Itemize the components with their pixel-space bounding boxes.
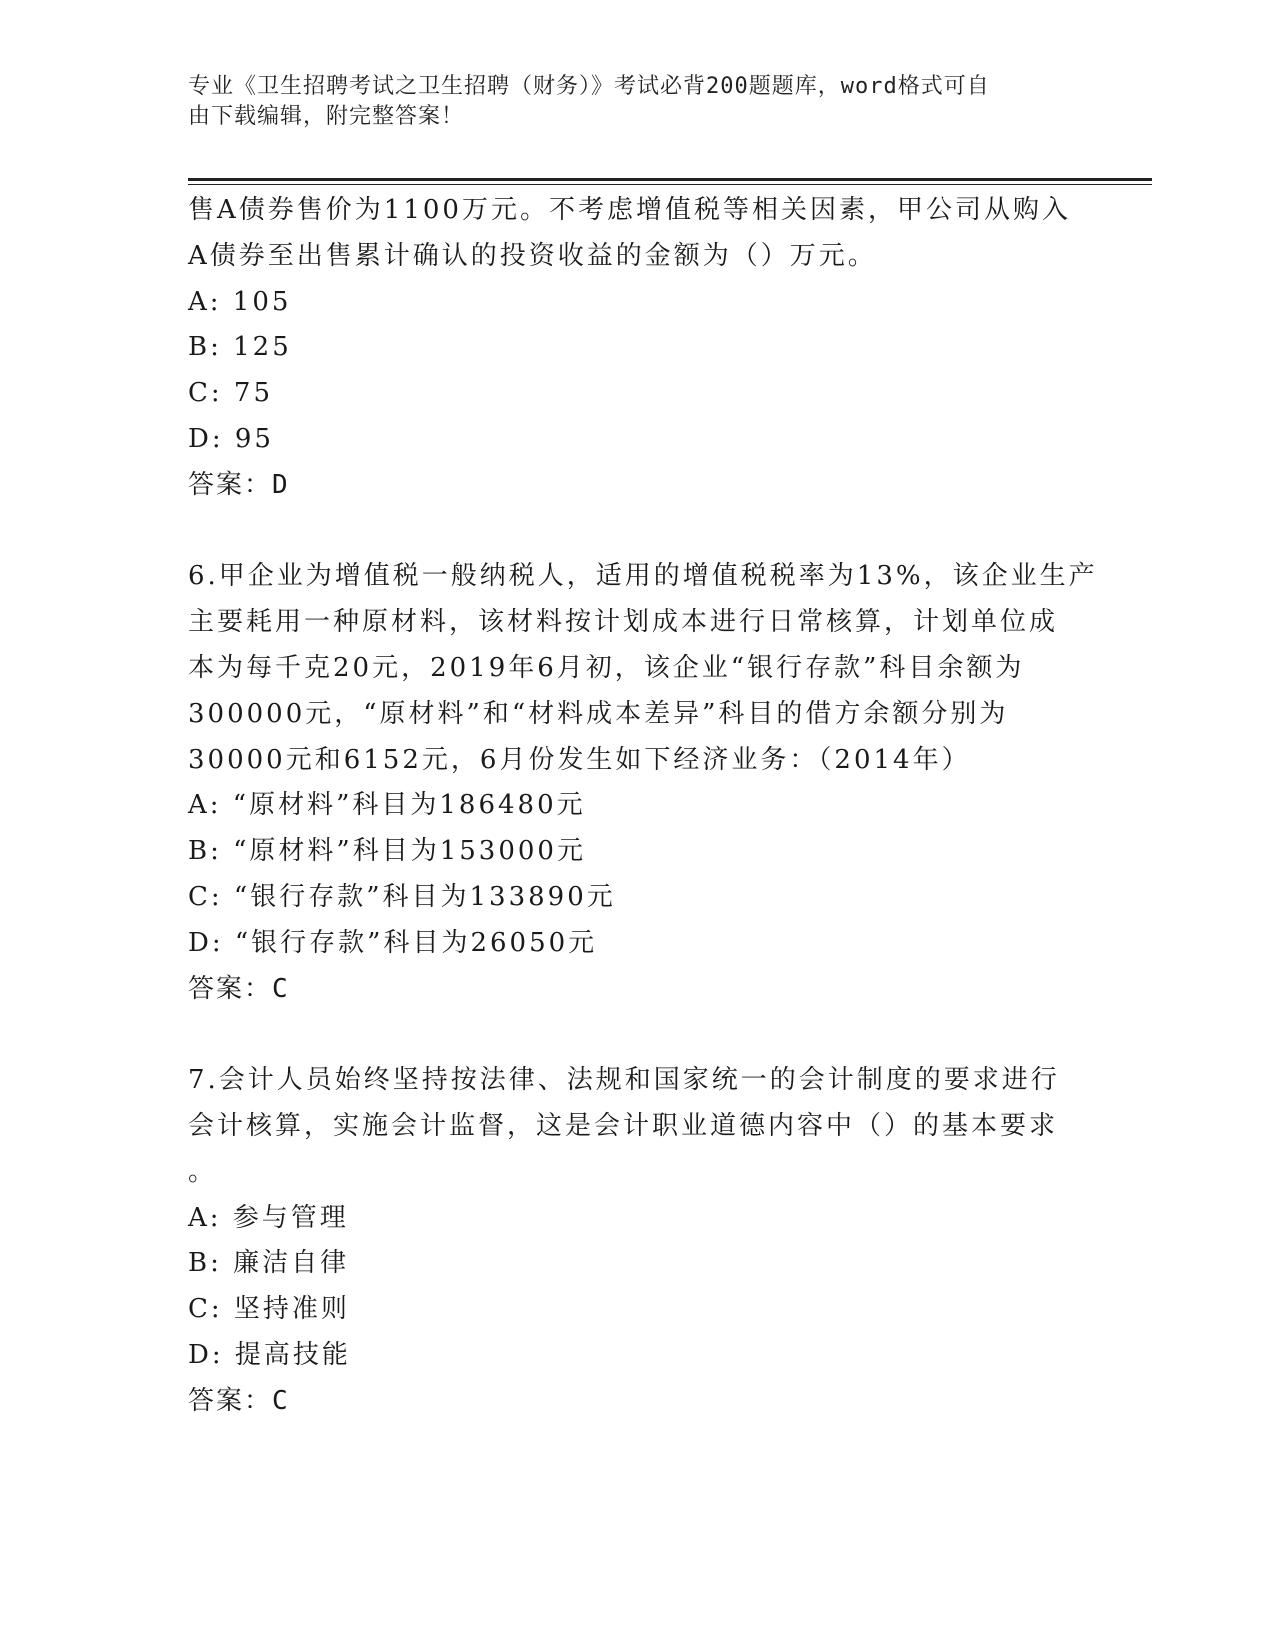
- option-b: B: “原材料”科目为153000元: [188, 836, 586, 867]
- header-line-2: 由下载编辑，附完整答案！: [188, 104, 465, 129]
- question-stem-line: 7.会计人员始终坚持按法律、法规和国家统一的会计制度的要求进行: [188, 1065, 1060, 1096]
- header-divider-thin: [188, 184, 1152, 185]
- question-stem-line: 主要耗用一种原材料，该材料按计划成本进行日常核算，计划单位成: [188, 607, 1059, 638]
- option-c: C: 坚持准则: [188, 1294, 350, 1325]
- question-stem-line: 会计核算，实施会计监督，这是会计职业道德内容中（）的基本要求: [188, 1110, 1059, 1141]
- option-a: A: 参与管理: [188, 1202, 349, 1233]
- question-stem-line: A债券至出售累计确认的投资收益的金额为（）万元。: [188, 240, 877, 271]
- question-stem-line: 300000元，“原材料”和“材料成本差异”科目的借方余额分别为: [188, 698, 1009, 729]
- answer-line: 答案：C: [188, 973, 290, 1004]
- question-list: [188, 188, 1098, 1425]
- question-stem-line: 售A债券售价为1100万元。不考虑增值税等相关因素，甲公司从购入: [188, 195, 1071, 225]
- header-divider-thick: [188, 178, 1152, 181]
- question-stem-line: 30000元和6152元，6月份发生如下经济业务：（2014年）: [188, 744, 971, 775]
- option-d: D: 95: [188, 423, 274, 454]
- question-spacer: [188, 1012, 1088, 1058]
- question-5: [188, 188, 1088, 509]
- option-b: B: 廉洁自律: [188, 1248, 350, 1279]
- question-7: [188, 1058, 1088, 1424]
- option-c: C: “银行存款”科目为133890元: [188, 881, 616, 912]
- option-c: C: 75: [188, 378, 274, 409]
- document-header: [188, 72, 1068, 132]
- header-line-1: 专业《卫生招聘考试之卫生招聘（财务）》考试必背200题题库，word格式可自: [188, 74, 990, 99]
- question-6: [188, 554, 1098, 1012]
- option-d: D: “银行存款”科目为26050元: [188, 927, 598, 958]
- option-a: A: 105: [188, 286, 292, 317]
- question-stem-line: 。: [188, 1156, 218, 1187]
- answer-line: 答案：C: [188, 1385, 290, 1416]
- option-d: D: 提高技能: [188, 1339, 351, 1370]
- question-stem-line: 本为每千克20元，2019年6月初，该企业“银行存款”科目余额为: [188, 652, 1025, 683]
- option-a: A: “原材料”科目为186480元: [188, 790, 586, 821]
- question-stem-line: 6.甲企业为增值税一般纳税人，适用的增值税税率为13%，该企业生产: [188, 561, 1098, 592]
- answer-line: 答案：D: [188, 469, 290, 500]
- question-spacer: [188, 509, 1088, 555]
- option-b: B: 125: [188, 332, 292, 363]
